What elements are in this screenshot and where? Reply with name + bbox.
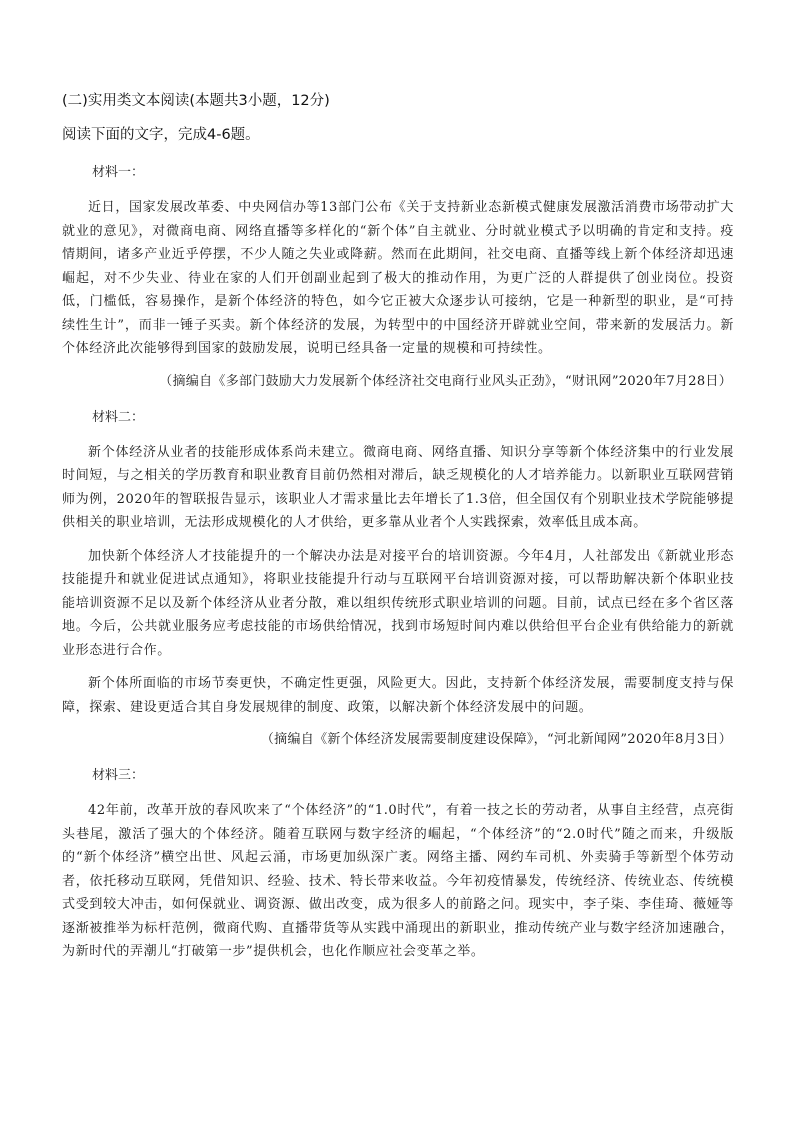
material-label: 材料一： <box>92 165 145 180</box>
material-one <box>62 162 734 393</box>
material-paragraph: 加快新个体经济人才技能提升的一个解决办法是对接平台的培训资源。今年4月，人社部发出《新就业形态技能提升和就业促进试点通知》，将职业技能提升行动与互联网平台培训资源对接，可以帮助解决新个体职业技能培训资源不足以及新个体经济从业者分散，难以组织传统形式职业培训的问题。目前，试点已经在多个省区落地。今后，公共就业服务应考虑技能的市场供给情况，找到市场短时间内难以供给但平台企业有供给能力的新就业形态进行合作。 <box>62 548 734 658</box>
material-three <box>62 765 734 964</box>
source-citation: （摘编自《多部门鼓励大力发展新个体经济社交电商行业风头正劲》，“财讯网”2020年7月28日） <box>159 373 732 389</box>
material-paragraph: 近日，国家发展改革委、中央网信办等13部门公布《关于支持新业态新模式健康发展激活消费市场带动扩大就业的意见》，对微商电商、网络直播等多样化的“新个体”自主就业、分时就业模式予以明确的肯定和支持。疫情期间，诸多产业近乎停摆，不少人随之失业或降薪。然而在此期间，社交电商、直播等线上新个体经济却迅速崛起，对不少失业、待业在家的人们开创副业起到了极大的推动作用，为更广泛的人群提供了创业岗位。投资低，门槛低，容易操作，是新个体经济的特色，如今它正被大众逐步认可接纳，它是一种新型的职业，是“可持续性生计”，而非一锤子买卖。新个体经济的发展，为转型中的中国经济开辟就业空间，带来新的发展活力。新个体经济此次能够得到国家的鼓励发展，说明已经具备一定量的规模和可持续性。 <box>62 200 734 356</box>
material-paragraph: 新个体所面临的市场节奏更快，不确定性更强，风险更大。因此，支持新个体经济发展，需要制度支持与保障，探索、建设更适合其自身发展规律的制度、政策，以解决新个体经济发展中的问题。 <box>62 676 734 715</box>
material-label: 材料二： <box>92 409 145 425</box>
section-heading: (二)实用类文本阅读(本题共3小题，12分) <box>62 93 330 109</box>
source-citation: （摘编自《新个体经济发展需要制度建设保障》，“河北新闻网”2020年8月3日） <box>260 732 732 747</box>
material-label: 材料三： <box>92 768 145 783</box>
material-paragraph: 42年前，改革开放的春风吹来了“个体经济”的“1.0时代”，有着一技之长的劳动者，从事自主经营，点亮街头巷尾，激活了强大的个体经济。随着互联网与数字经济的崛起，“个体经济”的“2.0时代”随之而来，升级版的“新个体经济”横空出世、风起云涌，市场更加纵深广袤。网络主播、网约车司机、外卖骑手等新型个体劳动者，依托移动互联网，凭借知识、经验、技术、特长带来收益。今年初疫情暴发，传统经济、传统业态、传统模式受到较大冲击，如何保就业、调资源、做出改变，成为很多人的前路之问。现实中，李子柒、李佳琦、薇娅等逐渐被推举为标杆范例，微商代购、直播带货等从实践中涌现出的新职业，推动传统产业与数字经济加速融合，为新时代的弄潮儿“打破第一步”提供机会，也化作顺应社会变革之举。 <box>62 803 734 959</box>
material-two <box>62 407 734 752</box>
reading-instruction: 阅读下面的文字，完成4-6题。 <box>62 127 260 143</box>
material-paragraph: 新个体经济从业者的技能形成体系尚未建立。微商电商、网络直播、知识分享等新个体经济集中的行业发展时间短，与之相关的学历教育和职业教育目前仍然相对滞后，缺乏规模化的人才培养能力。以新职业互联网营销师为例，2020年的智联报告显示，该职业人才需求量比去年增长了1.3倍，但全国仅有个别职业技术学院能够提供相关的职业培训，无法形成规模化的人才供给，更多靠从业者个人实践探索，效率低且成本高。 <box>62 444 734 530</box>
